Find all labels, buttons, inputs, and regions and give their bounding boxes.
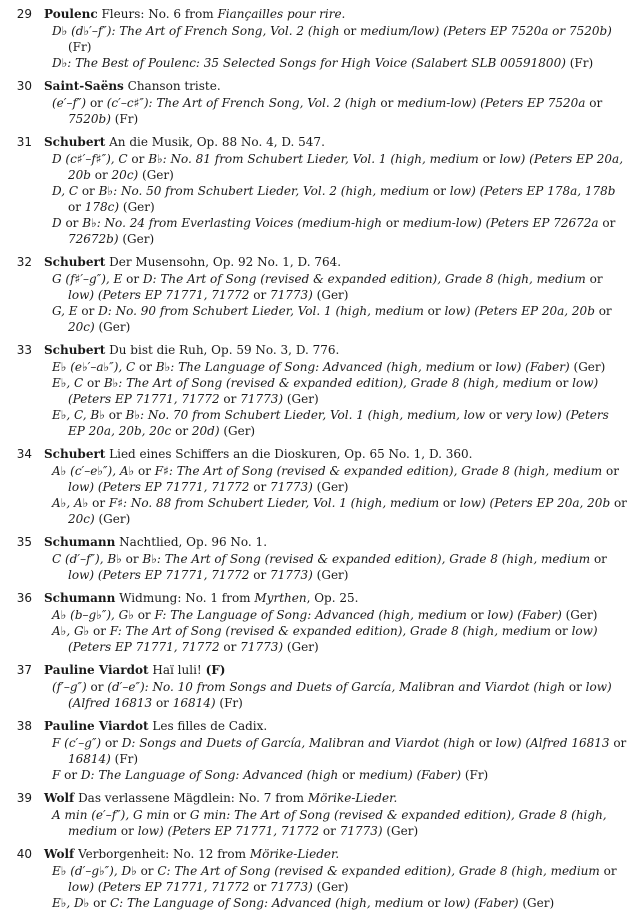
list-item: [6, 718, 629, 783]
source-text: F: The Art of Song (revised & expanded edition), Grade 8 (high, medium: [109, 624, 551, 638]
source-text: or: [423, 304, 445, 318]
source-text: B♭: The Language of Song: Advanced (high, medium: [155, 360, 475, 374]
source-text: D♭: The Best of Poulenc: 35 Selected Songs for High Voice (Salabert SLB 00591800): [52, 56, 566, 70]
source-text: or: [122, 272, 143, 286]
source-line: [44, 375, 629, 407]
entry-heading: [44, 590, 629, 607]
source-text: or: [585, 96, 603, 110]
source-text: or: [594, 304, 612, 318]
source-text: low) (Alfred 16813: [495, 736, 610, 750]
entry-number: 38: [16, 719, 32, 733]
work-collection-title: Fiançailles pour rire.: [217, 7, 346, 21]
work-title: Les filles de Cadix.: [152, 719, 268, 733]
source-text: or: [89, 896, 110, 910]
source-text: (Fr): [68, 40, 92, 54]
list-item: [6, 134, 629, 247]
source-text: B♭: The Art of Song (revised & expanded edition), Grade 8 (high, medium: [142, 552, 591, 566]
source-text: F: The Language of Song: Advanced (high, medium: [154, 608, 467, 622]
source-text: (Ger): [518, 896, 555, 910]
source-text: (Ger): [94, 320, 131, 334]
work-title: Fleurs: No. 6 from: [101, 7, 214, 21]
work-title: Widmung: No. 1 from: [119, 591, 251, 605]
composer-name: Pauline Viardot: [44, 719, 149, 733]
source-text: (Ger): [382, 824, 419, 838]
source-text: or: [78, 184, 99, 198]
source-text: 16814): [68, 752, 111, 766]
source-text: D: No. 90 from Schubert Lieder, Vol. 1 (high, medium: [98, 304, 424, 318]
composer-name: Pauline Viardot: [44, 663, 149, 677]
composer-name: Wolf: [44, 847, 75, 861]
source-text: D: Songs and Duets of García, Malibran and Viardot (high: [121, 736, 475, 750]
source-text: D: [52, 216, 62, 230]
source-text: or: [599, 864, 617, 878]
source-text: A♭ (c′–e♭″), A♭: [52, 464, 135, 478]
source-text: or: [249, 568, 270, 582]
source-text: (Ger): [94, 512, 131, 526]
source-text: 71773): [270, 288, 313, 302]
source-text: (Ger): [283, 392, 319, 406]
source-line: [44, 679, 629, 711]
source-text: or: [382, 216, 403, 230]
work-title: Chanson triste.: [127, 79, 221, 93]
source-text: B♭: No. 24 from Everlasting Voices (medium-high: [82, 216, 383, 230]
source-text: (c′–c♯″): The Art of French Song, Vol. 2 (high: [106, 96, 377, 110]
work-title: Haï luli!: [152, 663, 202, 677]
source-text: or: [466, 608, 488, 622]
source-text: (Fr): [461, 768, 489, 782]
source-text: medium-low) (Peters EP 7520a: [397, 96, 586, 110]
source-text: C: The Language of Song: Advanced (high, medium: [109, 896, 424, 910]
composer-name: Schumann: [44, 535, 116, 549]
source-line: [44, 895, 629, 911]
entry-number: 35: [16, 535, 32, 549]
source-text: or: [61, 216, 83, 230]
source-text: or: [88, 496, 109, 510]
source-text: E♭ (e♭′–a♭″), C: [52, 360, 136, 374]
source-text: (Fr): [215, 696, 243, 710]
source-text: or: [104, 408, 126, 422]
source-text: or: [86, 96, 107, 110]
source-text: (Ger): [312, 480, 349, 494]
source-line: [44, 55, 629, 71]
source-text: B♭: No. 70 from Schubert Lieder, Vol. 1 (high, medium, low: [125, 408, 486, 422]
source-text: D♭ (d♭′–f″): The Art of French Song, Vol. 2 (: [52, 24, 313, 38]
source-text: medium-low) (Peters EP 72672a: [402, 216, 599, 230]
source-text: or: [152, 696, 173, 710]
list-item: [6, 446, 629, 527]
source-text: or: [550, 624, 572, 638]
composer-name: Schubert: [44, 343, 106, 357]
source-line: [44, 215, 629, 247]
work-collection-title: Mörike-Lieder.: [307, 791, 398, 805]
source-text: or: [423, 896, 445, 910]
work-title-tail: , Op. 25.: [306, 591, 359, 605]
source-line: [44, 359, 629, 375]
source-text: or: [249, 480, 270, 494]
entry-number: 40: [16, 847, 32, 861]
work-collection-title: Myrthen: [254, 591, 307, 605]
source-text: E♭, C, B♭: [52, 408, 105, 422]
list-item: [6, 534, 629, 583]
source-text: (Ger): [561, 608, 598, 622]
source-text: D (c♯′–f♯″), C: [52, 152, 128, 166]
list-item: [6, 254, 629, 335]
source-line: [44, 407, 629, 439]
entry-heading: [44, 846, 629, 863]
source-text: G (f♯′–g″), E: [52, 272, 123, 286]
source-line: [44, 95, 629, 127]
source-text: low) (Peters EP 71771, 71772: [68, 288, 250, 302]
composer-name: Poulenc: [44, 7, 98, 21]
source-text: or: [249, 288, 270, 302]
work-title: An die Musik, Op. 88 No. 4, D. 547.: [109, 135, 325, 149]
composer-name: Schubert: [44, 447, 106, 461]
source-text: or: [585, 272, 603, 286]
source-line: [44, 151, 629, 183]
source-text: 20c): [68, 512, 95, 526]
source-text: 71773): [270, 568, 313, 582]
work-title: Der Musensohn, Op. 92 No. 1, D. 764.: [109, 255, 342, 269]
work-title: Das verlassene Mägdlein: No. 7 from: [78, 791, 305, 805]
list-item: [6, 662, 629, 711]
source-text: or: [478, 152, 500, 166]
source-text: low) (Peters EP 20a, 20b: [444, 304, 595, 318]
source-text: A♭, G♭: [52, 624, 90, 638]
source-text: (Ger): [119, 200, 155, 214]
source-text: low) (Peters EP 20a, 20b: [68, 152, 624, 182]
source-text: low) (Faber): [444, 896, 519, 910]
source-text: F♯: The Art of Song (revised & expanded edition), Grade 8 (high, medium: [154, 464, 603, 478]
source-text: B♭: No. 50 from Schubert Lieder, Vol. 2 (high, medium: [98, 184, 430, 198]
source-text: or: [429, 184, 450, 198]
source-text: 72672b): [68, 232, 119, 246]
source-text: B♭: No. 81 from Schubert Lieder, Vol. 1 (high, medium: [148, 152, 479, 166]
source-text: 71773): [240, 392, 284, 406]
composer-name: Schumann: [44, 591, 116, 605]
list-item: [6, 846, 629, 911]
source-text: low) (Faber): [487, 608, 562, 622]
source-text: or: [339, 24, 361, 38]
source-line: [44, 807, 629, 839]
list-item: [6, 790, 629, 839]
source-text: (Ger): [138, 168, 174, 182]
source-text: or: [101, 736, 122, 750]
work-title: Lied eines Schiffers an die Dioskuren, Op. 65 No. 1, D. 360.: [109, 447, 473, 461]
source-text: (f′–g″): [52, 680, 87, 694]
source-text: or: [77, 304, 99, 318]
source-text: or: [83, 376, 104, 390]
source-text: (Ger): [118, 232, 155, 246]
source-text: or: [598, 216, 616, 230]
source-text: or: [338, 768, 359, 782]
source-text: or: [60, 768, 81, 782]
source-text: or: [474, 736, 496, 750]
source-text: F: [52, 768, 61, 782]
source-text: (Ger): [283, 640, 319, 654]
entry-number: 31: [16, 135, 32, 149]
work-collection-title: Mörike-Lieder.: [249, 847, 340, 861]
source-text: or: [565, 680, 586, 694]
source-text: D: The Language of Song: Advanced (high: [80, 768, 339, 782]
source-text: or: [117, 824, 138, 838]
source-line: [44, 303, 629, 335]
entry-number: 29: [16, 7, 32, 21]
source-text: or: [219, 392, 241, 406]
source-text: or: [86, 680, 108, 694]
source-text: or: [89, 624, 110, 638]
source-text: A♭, A♭: [52, 496, 89, 510]
source-text: A♭ (b–g♭″), G♭: [52, 608, 134, 622]
source-line: [44, 607, 629, 623]
entry-heading: [44, 790, 629, 807]
source-text: F♯: No. 88 from Schubert Lieder, Vol. 1 (high, medium: [108, 496, 440, 510]
entry-number: 33: [16, 343, 32, 357]
voice-flag: (F): [205, 663, 226, 677]
source-text: or: [219, 640, 241, 654]
source-text: or: [319, 824, 340, 838]
source-text: B♭: The Art of Song (revised & expanded edition), Grade 8 (high, medium: [103, 376, 552, 390]
composer-name: Schubert: [44, 135, 106, 149]
source-text: low) (Peters EP 71771, 71772: [68, 376, 599, 406]
source-text: 7520b): [68, 112, 111, 126]
entry-heading: [44, 78, 629, 95]
composer-name: Schubert: [44, 255, 106, 269]
source-text: G, E: [52, 304, 78, 318]
source-text: or: [474, 360, 496, 374]
source-text: or: [439, 496, 460, 510]
entry-number: 39: [16, 791, 32, 805]
source-text: D, C: [52, 184, 79, 198]
source-text: A min (e′–f″), G min: [52, 808, 170, 822]
source-text: or: [133, 608, 155, 622]
source-text: 16814): [172, 696, 216, 710]
source-text: (Peters EP 7520a or 7520b): [443, 24, 612, 38]
source-line: [44, 183, 629, 215]
entry-heading: [44, 446, 629, 463]
source-text: G min: The Art of Song (revised & expanded edition), Grade 8 (high, medium: [68, 808, 607, 838]
source-text: E♭, C: [52, 376, 84, 390]
work-title: Verborgenheit: No. 12 from: [78, 847, 246, 861]
composer-name: Saint-Saëns: [44, 79, 124, 93]
source-text: or: [610, 496, 627, 510]
source-text: 20d): [191, 424, 220, 438]
source-text: 71773): [270, 880, 313, 894]
source-text: low) (Peters EP 71771, 71772: [68, 568, 250, 582]
source-line: [44, 735, 629, 767]
source-line: [44, 551, 629, 583]
source-text: low) (Peters EP 178a, 178b: [449, 184, 616, 198]
source-text: low) (Faber): [495, 360, 570, 374]
source-text: very low) (Peters EP 20a, 20b, 20c: [68, 408, 609, 438]
entry-number: 32: [16, 255, 32, 269]
source-line: [44, 271, 629, 303]
source-text: or: [68, 200, 85, 214]
entry-number: 36: [16, 591, 32, 605]
source-text: high: [312, 24, 340, 38]
source-text: or: [171, 424, 192, 438]
source-text: (d′–e″): No. 10 from Songs and Duets of García, Malibran and Viardot (high: [107, 680, 566, 694]
source-text: (Fr): [110, 112, 139, 126]
source-text: or: [127, 152, 149, 166]
source-text: 71773): [240, 640, 284, 654]
source-text: 20c): [111, 168, 139, 182]
source-text: (e′–f″): [52, 96, 87, 110]
list-item: [6, 590, 629, 655]
entry-heading: [44, 718, 629, 735]
entry-number: 34: [16, 447, 32, 461]
source-text: (Ger): [312, 880, 349, 894]
entry-heading: [44, 534, 629, 551]
entry-heading: [44, 134, 629, 151]
list-item: [6, 78, 629, 127]
source-text: or: [121, 552, 143, 566]
source-text: C: The Art of Song (revised & expanded edition), Grade 8 (high, medium: [157, 864, 600, 878]
source-line: [44, 623, 629, 655]
entry-heading: [44, 662, 629, 679]
source-text: 71773): [270, 480, 313, 494]
source-text: (Fr): [110, 752, 139, 766]
entry-heading: [44, 254, 629, 271]
source-text: or: [136, 864, 158, 878]
composer-name: Wolf: [44, 791, 75, 805]
source-text: 71773): [339, 824, 383, 838]
source-text: or: [551, 376, 573, 390]
source-line: [44, 767, 629, 783]
source-text: E♭, D♭: [52, 896, 90, 910]
source-text: E♭ (d′–g♭″), D♭: [52, 864, 137, 878]
source-text: low) (Peters EP 20a, 20b: [459, 496, 611, 510]
list-item: [6, 342, 629, 439]
list-item: [6, 6, 629, 71]
source-text: (Ger): [312, 568, 349, 582]
source-line: [44, 463, 629, 495]
entry-heading: [44, 342, 629, 359]
source-text: (Fr): [565, 56, 594, 70]
source-text: low) (Peters EP 71771, 71772: [137, 824, 320, 838]
work-title: Nachtlied, Op. 96 No. 1.: [119, 535, 268, 549]
entry-number: 30: [16, 79, 32, 93]
source-text: or: [602, 464, 619, 478]
source-text: low) (Alfred 16813: [68, 680, 612, 710]
source-text: low) (Peters EP 71771, 71772: [68, 480, 250, 494]
source-text: or: [134, 464, 155, 478]
source-text: or: [609, 736, 627, 750]
source-text: or: [485, 408, 506, 422]
source-text: or: [249, 880, 270, 894]
source-text: (Ger): [219, 424, 256, 438]
source-text: D: The Art of Song (revised & expanded edition), Grade 8 (high, medium: [142, 272, 586, 286]
source-text: 20c): [68, 320, 95, 334]
source-text: (Ger): [569, 360, 606, 374]
source-text: low) (Peters EP 71771, 71772: [68, 880, 250, 894]
source-text: or: [376, 96, 398, 110]
source-text: or: [90, 168, 112, 182]
source-text: or: [169, 808, 190, 822]
source-text: F (c′–g″): [52, 736, 102, 750]
source-line: [44, 23, 629, 55]
source-text: 178c): [84, 200, 120, 214]
source-text: or: [135, 360, 156, 374]
source-text: or: [590, 552, 607, 566]
entry-heading: [44, 6, 629, 23]
source-line: [44, 495, 629, 527]
work-title: Du bist die Ruh, Op. 59 No. 3, D. 776.: [109, 343, 340, 357]
source-text: medium) (Faber): [358, 768, 461, 782]
source-text: C (d′–f″), B♭: [52, 552, 122, 566]
source-text: (Ger): [312, 288, 349, 302]
entry-number: 37: [16, 663, 32, 677]
source-text: low) (Peters EP 71771, 71772: [68, 624, 598, 654]
source-text: medium/low): [360, 24, 444, 38]
